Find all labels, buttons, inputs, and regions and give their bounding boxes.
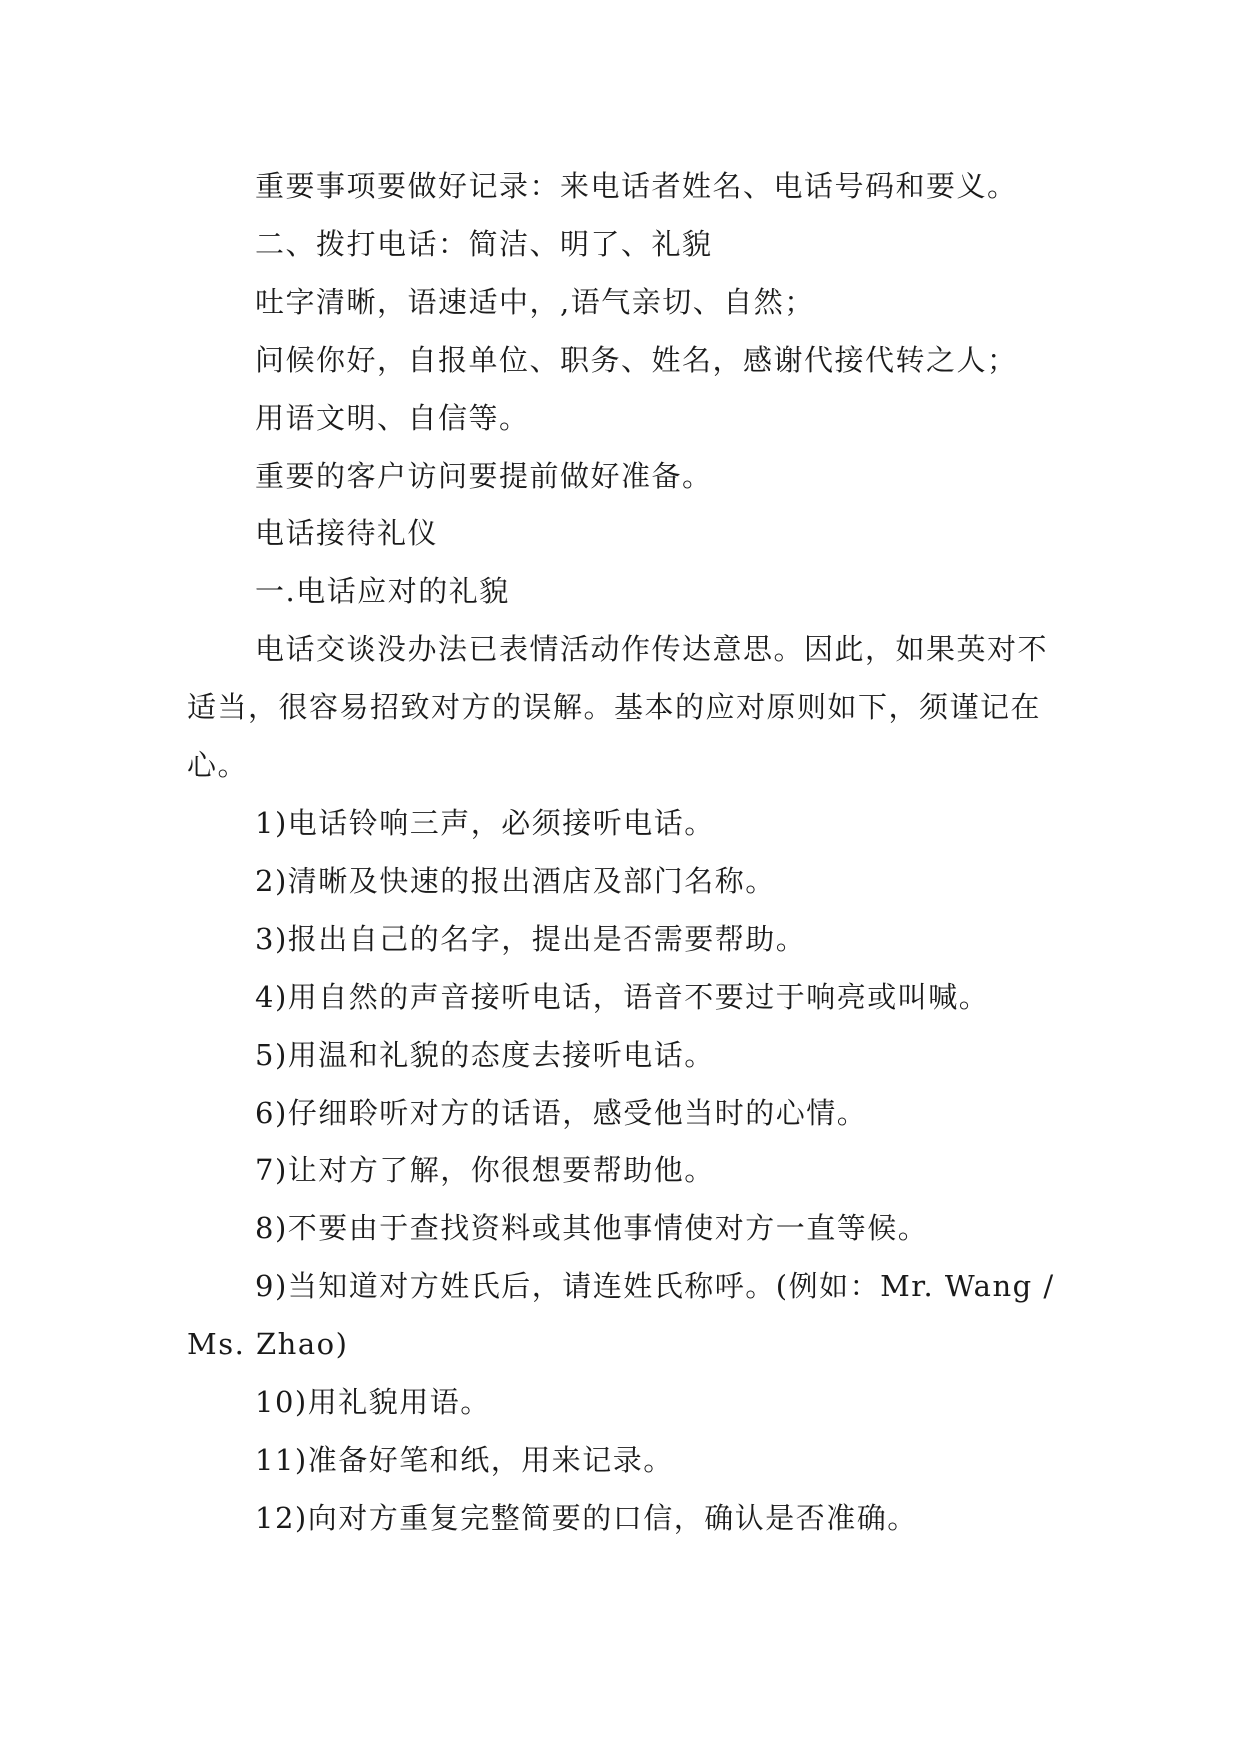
list-item-7: 7)让对方了解，你很想要帮助他。 <box>255 1153 715 1188</box>
list-item-2: 2)清晰及快速的报出酒店及部门名称。 <box>255 863 776 898</box>
paragraph-greeting: 问候你好，自报单位、职务、姓名，感谢代接代转之人； <box>255 342 1018 377</box>
list-item-10: 10)用礼貌用语。 <box>255 1385 491 1420</box>
subsection-title-phone-courtesy: 一.电话应对的礼貌 <box>255 574 510 609</box>
heading-making-calls: 二、拨打电话：简洁、明了、礼貌 <box>255 226 713 261</box>
paragraph-clear-speech: 吐字清晰，语速适中，,语气亲切、自然； <box>255 284 815 319</box>
paragraph-principles-intro: 电话交谈没办法已表情活动作传达意思。因此，如果英对不适当，很容易招致对方的误解。基本的应对原则如下，须谨记在心。 <box>187 632 1049 783</box>
document-body <box>187 158 1067 1548</box>
list-item-5: 5)用温和礼貌的态度去接听电话。 <box>255 1037 715 1072</box>
list-item-9: 9)当知道对方姓氏后，请连姓氏称呼。(例如：Mr. Wang / Ms. Zhao) <box>187 1269 1055 1362</box>
list-item-8: 8)不要由于查找资料或其他事情使对方一直等候。 <box>255 1211 929 1246</box>
paragraph-record-important-items: 重要事项要做好记录：来电话者姓名、电话号码和要义。 <box>255 169 1018 203</box>
paragraph-polite-language: 用语文明、自信等。 <box>255 400 530 435</box>
list-item-3: 3)报出自己的名字，提出是否需要帮助。 <box>255 921 807 956</box>
section-title-phone-etiquette: 电话接待礼仪 <box>255 516 439 551</box>
paragraph-prepare-visits: 重要的客户访问要提前做好准备。 <box>255 458 713 493</box>
list-item-6: 6)仔细聆听对方的话语，感受他当时的心情。 <box>255 1095 868 1130</box>
list-item-11: 11)准备好笔和纸，用来记录。 <box>255 1442 674 1477</box>
list-item-12: 12)向对方重复完整简要的口信，确认是否准确。 <box>255 1500 918 1535</box>
list-item-1: 1)电话铃响三声，必须接听电话。 <box>255 805 715 840</box>
list-item-4: 4)用自然的声音接听电话，语音不要过于响亮或叫喊。 <box>255 979 990 1014</box>
